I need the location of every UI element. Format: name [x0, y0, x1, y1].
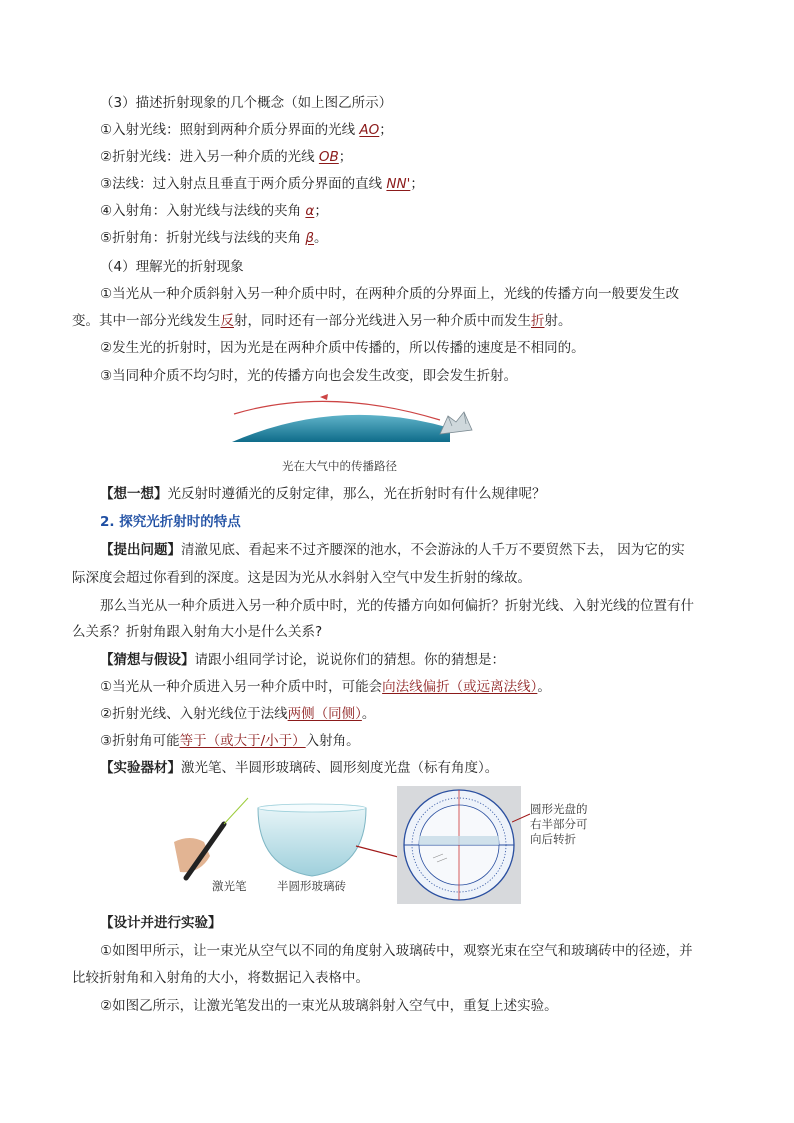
question-line1: 【提出问题】清澈见底、看起来不过齐腰深的池水，不会游泳的人千万不要贸然下去， 因为它的实 [100, 542, 685, 558]
think-paragraph: 【想一想】光反射时遵循光的反射定律，那么，光在折射时有什么规律呢？ [100, 486, 546, 502]
concept-incidence-angle: ④入射角：入射光线与法线的夹角 α； [100, 203, 328, 219]
apparatus-figure [170, 786, 402, 886]
concept-incident-ray: ①入射光线：照射到两种介质分界面的光线 AO； [100, 122, 393, 138]
disc-note-line2: 右半部分可 [530, 817, 588, 831]
protractor-disc-figure [397, 786, 521, 904]
s4-paragraph1-line2: 变。其中一部分光线发生反射，同时还有一部分光线进入另一种介质中而发生折射。 [72, 313, 572, 329]
disc-note-pointer [512, 812, 532, 824]
hypothesis-3: ③折射角可能等于（或大于/小于）入射角。 [100, 733, 360, 749]
section3-heading: （3）描述折射现象的几个概念（如上图乙所示） [100, 95, 393, 111]
design-heading: 【设计并进行实验】 [100, 915, 222, 931]
disc-note-line3: 向后转折 [530, 832, 576, 846]
laser-pen-icon [174, 798, 248, 878]
question-line2: 际深度会超过你看到的深度。这是因为光从水斜射入空气中发生折射的缘故。 [72, 570, 531, 586]
atmosphere-path-figure [228, 390, 478, 448]
hypothesis-intro: 【猜想与假设】请跟小组同学讨论，说说你们的猜想。你的猜想是： [100, 652, 505, 668]
section4-heading: （4）理解光的折射现象 [100, 259, 244, 275]
concept-refracted-ray: ②折射光线：进入另一种介质的光线 OB； [100, 149, 353, 165]
caption-glass-brick: 半圆形玻璃砖 [277, 879, 346, 893]
earth-surface-shape [232, 415, 450, 442]
pointer-line [356, 846, 402, 858]
figure1-caption: 光在大气中的传播路径 [282, 459, 397, 473]
s4-paragraph3: ③当同种介质不均匀时，光的传播方向也会发生改变，即会发生折射。 [100, 368, 518, 384]
section2-title: 2. 探究光折射时的特点 [100, 514, 241, 530]
concept-refraction-angle: ⑤折射角：折射光线与法线的夹角 β。 [100, 230, 328, 246]
disc-note-line1: 圆形光盘的 [530, 802, 588, 816]
mountain-icon [440, 412, 472, 434]
disc-glass-slot [419, 836, 499, 845]
design-step1-line1: ①如图甲所示，让一束光从空气以不同的角度射入玻璃砖中，观察光束在空气和玻璃砖中的径迹，并 [100, 943, 693, 959]
design-step1-line2: 比较折射角和入射角的大小，将数据记入表格中。 [72, 970, 369, 986]
semicircle-glass-icon [258, 804, 366, 876]
hypothesis-2: ②折射光线、入射光线位于法线两侧（同侧）。 [100, 706, 376, 722]
question-line4: 么关系？折射角跟入射角大小是什么关系? [72, 624, 323, 640]
equipment-paragraph: 【实验器材】激光笔、半圆形玻璃砖、圆形刻度光盘（标有角度）。 [100, 760, 499, 776]
caption-laser-pen: 激光笔 [212, 879, 247, 893]
arrow-head-icon [320, 394, 328, 400]
disc-note [530, 802, 588, 847]
question-line3: 那么当光从一种介质进入另一种介质中时，光的传播方向如何偏折？折射光线、入射光线的位置有什 [100, 598, 694, 614]
s4-paragraph1-line1: ①当光从一种介质斜射入另一种介质中时，在两种介质的分界面上，光线的传播方向一般要发生改 [100, 286, 680, 302]
concept-normal: ③法线：过入射点且垂直于两介质分界面的直线 NN'； [100, 176, 424, 192]
design-step2: ②如图乙所示，让激光笔发出的一束光从玻璃斜射入空气中，重复上述实验。 [100, 998, 558, 1014]
s4-paragraph2: ②发生光的折射时，因为光是在两种介质中传播的，所以传播的速度是不相同的。 [100, 340, 585, 356]
hypothesis-1: ①当光从一种介质进入另一种介质中时，可能会向法线偏折（或远离法线）。 [100, 679, 551, 695]
